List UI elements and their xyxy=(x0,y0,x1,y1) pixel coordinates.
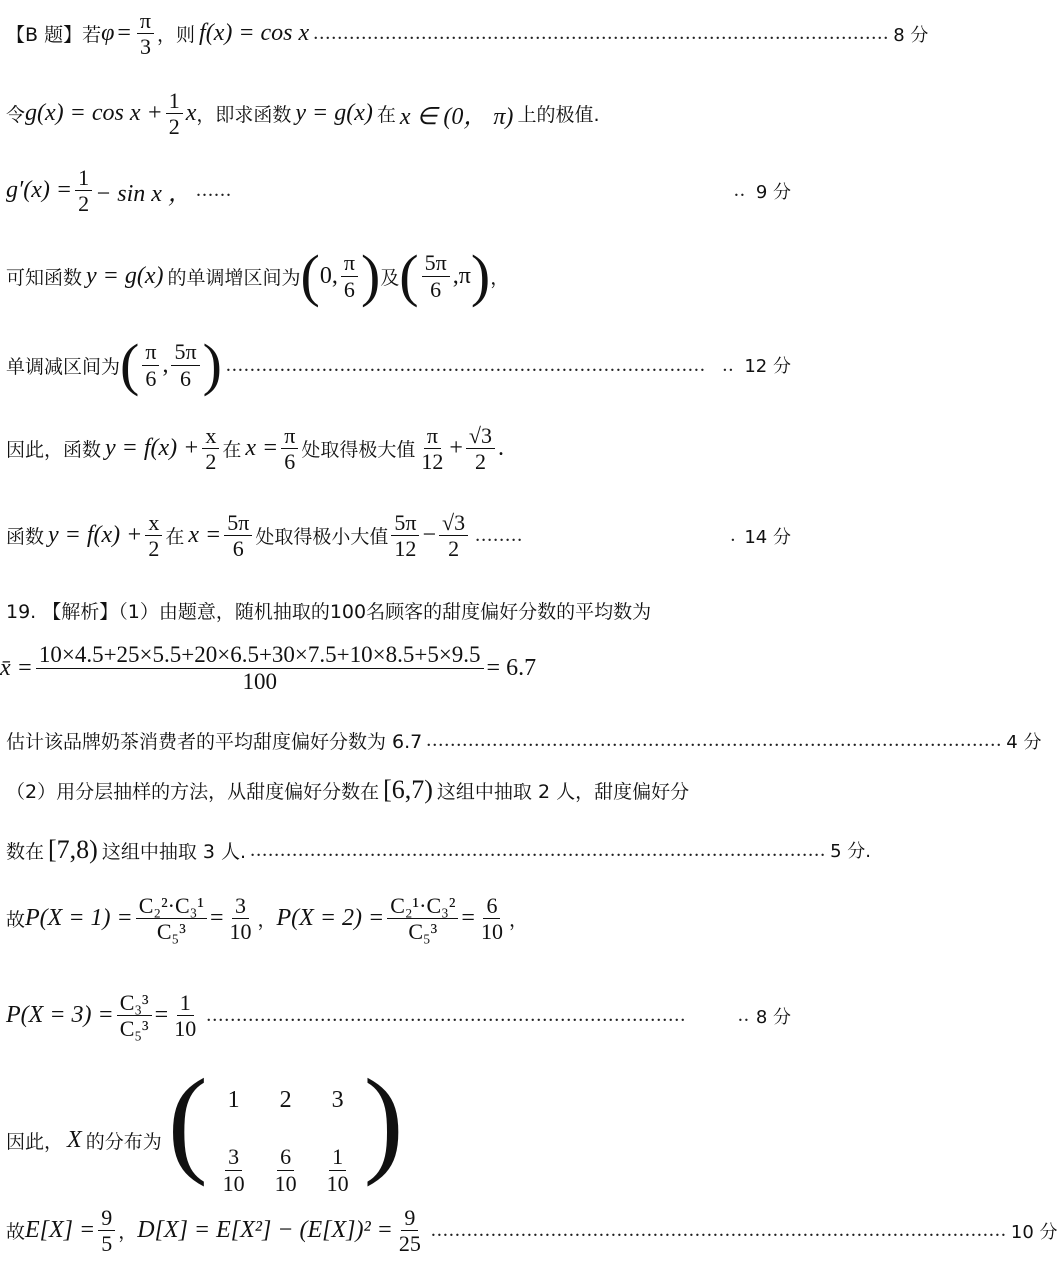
score-label: 8 分 xyxy=(755,1006,791,1028)
fraction: $\frac{\pi}{6}$ xyxy=(281,423,298,475)
fraction: $\frac{1}{2}$ xyxy=(75,165,92,217)
line-14: P(X = 3) = $\frac{\text{C₃³}}{\text{C₅³}}$ = $\frac{1}{10}$ ................................................................................ .. 8 分 xyxy=(6,990,791,1042)
fraction: $\frac{5\pi}{12}$ xyxy=(391,510,419,562)
fraction: $\frac{6}{10}$ xyxy=(480,893,503,945)
fraction: $\frac{\text{C₂²·C₃¹}}{\text{C₅³}}$ xyxy=(136,893,207,945)
leader-dots: ................................................................................................ xyxy=(250,838,827,861)
fraction: $\frac{5\pi}{6}$ xyxy=(422,250,450,302)
line-13: 故 P(X = 1) = $\frac{\text{C₂²·C₃¹}}{\text{C₅³}}$ = $\frac{3}{10}$ ， P(X = 2) = $\frac{\text{C₂¹·C₃²}}{\text{C₅³}}$ = $\frac{6}{10}$ ， xyxy=(6,893,528,945)
fraction: $\frac{5\pi}{6}$ xyxy=(224,510,252,562)
leader-dots: ...... xyxy=(195,179,232,202)
score-label: 8 分 xyxy=(893,24,929,46)
leader-dots: ................................................................................ xyxy=(206,1004,687,1027)
score-label: 4 分 xyxy=(1006,731,1042,753)
line-11: （2）用分层抽样的方法，从甜度偏好分数在 [6,7) 这组中抽取 2 人，甜度偏好分 xyxy=(6,775,690,804)
line-4: 可知函数 y = g(x) 的单调增区间为 ( 0, $\frac{\pi}{6}$ ) 及 ( $\frac{5\pi}{6}$ ,π ) ， xyxy=(6,243,510,308)
leader-dots: ................................................................................................ xyxy=(313,22,890,45)
fraction: $\frac{\text{C₂¹·C₃²}}{\text{C₅³}}$ xyxy=(387,893,458,945)
leader-dots: ................................................................................................ xyxy=(430,1219,1007,1242)
fraction: $\frac{√3}{2}$ xyxy=(439,510,468,562)
line-1: 【B 题】若 φ = $\frac{\pi}{3}$ ，则 f(x) = cos x ................................................................................................ 8 分 xyxy=(6,8,929,60)
fraction: $\frac{9}{5}$ xyxy=(98,1205,115,1257)
line-3: g′(x) = $\frac{1}{2}$ − sin x ， ...... .. 9 分 xyxy=(6,165,791,217)
fraction: $\frac{1}{2}$ xyxy=(166,88,183,140)
fraction: $\frac{x}{2}$ xyxy=(202,423,219,475)
b-problem-label: 【B 题】若 xyxy=(6,24,102,47)
score-label: 9 分 xyxy=(755,181,791,203)
line-8 xyxy=(6,597,651,624)
fraction: $\frac{\pi}{12}$ xyxy=(421,423,444,475)
fraction: $\frac{x}{2}$ xyxy=(145,510,162,562)
line-9: x̄ = $\frac{10\times 4.5+25\times 5.5+20\times 6.5+30\times 7.5+10\times 8.5+5\times 9.5}{100}$ = 6.7 xyxy=(0,642,537,695)
problem-19-heading: 19. 【解析】（1）由题意，随机抽取的100名顾客的甜度偏好分数的平均数为 xyxy=(6,601,652,623)
line-10: 估计该品牌奶茶消费者的平均甜度偏好分数为 6.7 ................................................................................................ 4 分 xyxy=(6,729,1042,753)
score-label: 14 分 xyxy=(744,526,791,548)
line-5: 单调减区间为 ( $\frac{\pi}{6}$ , $\frac{5\pi}{6}$ ) ................................................................................ .. 12 分 xyxy=(6,332,791,397)
line-16: 故 E[X] = $\frac{9}{5}$ ， D[X] = E[X²] − (E[X])² = $\frac{9}{25}$ ................................................................................................ 10 分 xyxy=(6,1205,1058,1257)
fraction: $\frac{1}{10}$ xyxy=(174,990,197,1042)
leader-dots: ................................................................................................ xyxy=(426,729,1003,751)
score-label: 5 分. xyxy=(830,841,871,862)
fraction: $\frac{\pi}{6}$ xyxy=(341,250,358,302)
fraction: $\frac{\text{C₃³}}{\text{C₅³}}$ xyxy=(117,990,152,1042)
fraction: $\frac{√3}{2}$ xyxy=(466,423,495,475)
distribution-matrix: ( 1 2 3 $\frac{3}{10}$ $\frac{6}{10}$ $\frac{1}{10}$ ) xyxy=(167,1054,404,1196)
fraction: $\frac{3}{10}$ xyxy=(229,893,252,945)
line-7: 函数 y = f(x) + $\frac{x}{2}$ 在 x = $\frac{5\pi}{6}$ 处取得极小大值 $\frac{5\pi}{12}$ − $\frac{√3}{2}$ ........ . 14 分 xyxy=(6,510,791,562)
score-label: 12 分 xyxy=(744,356,791,377)
mean-fraction: $\frac{10\times 4.5+25\times 5.5+20\times 6.5+30\times 7.5+10\times 8.5+5\times 9.5}{100}$ xyxy=(36,642,484,696)
leader-dots: ................................................................................ xyxy=(225,353,706,376)
fraction: $\frac{9}{25}$ xyxy=(398,1205,421,1257)
score-label: 10 分 xyxy=(1010,1221,1058,1243)
line-12: 数在 [7,8) 这组中抽取 3 人. ................................................................................................ 5 分. xyxy=(6,835,871,864)
fraction: $\frac{3}{10}$ xyxy=(222,1144,245,1196)
fraction: $\frac{1}{10}$ xyxy=(326,1144,349,1196)
line-2: 令 g(x) = cos x + $\frac{1}{2}$ x ，即求函数 y = g(x) 在 x ∈ (0， π) 上的极值. xyxy=(6,88,600,140)
fraction: $\frac{6}{10}$ xyxy=(274,1144,297,1196)
line-15: 因此， X 的分布为 ( 1 2 3 $\frac{3}{10}$ $\frac{6}{10}$ $\frac{1}{10}$ ) xyxy=(6,1070,404,1210)
leader-dots: ........ xyxy=(475,524,524,547)
fraction: $\frac{\pi}{6}$ xyxy=(142,339,159,391)
fraction: $\frac{\pi}{3}$ xyxy=(137,8,154,60)
line-6: 因此，函数 y = f(x) + $\frac{x}{2}$ 在 x = $\frac{\pi}{6}$ 处取得极大值 $\frac{\pi}{12}$ + $\frac{√3}{2}$ . xyxy=(6,423,504,475)
fraction: $\frac{5\pi}{6}$ xyxy=(171,339,199,391)
